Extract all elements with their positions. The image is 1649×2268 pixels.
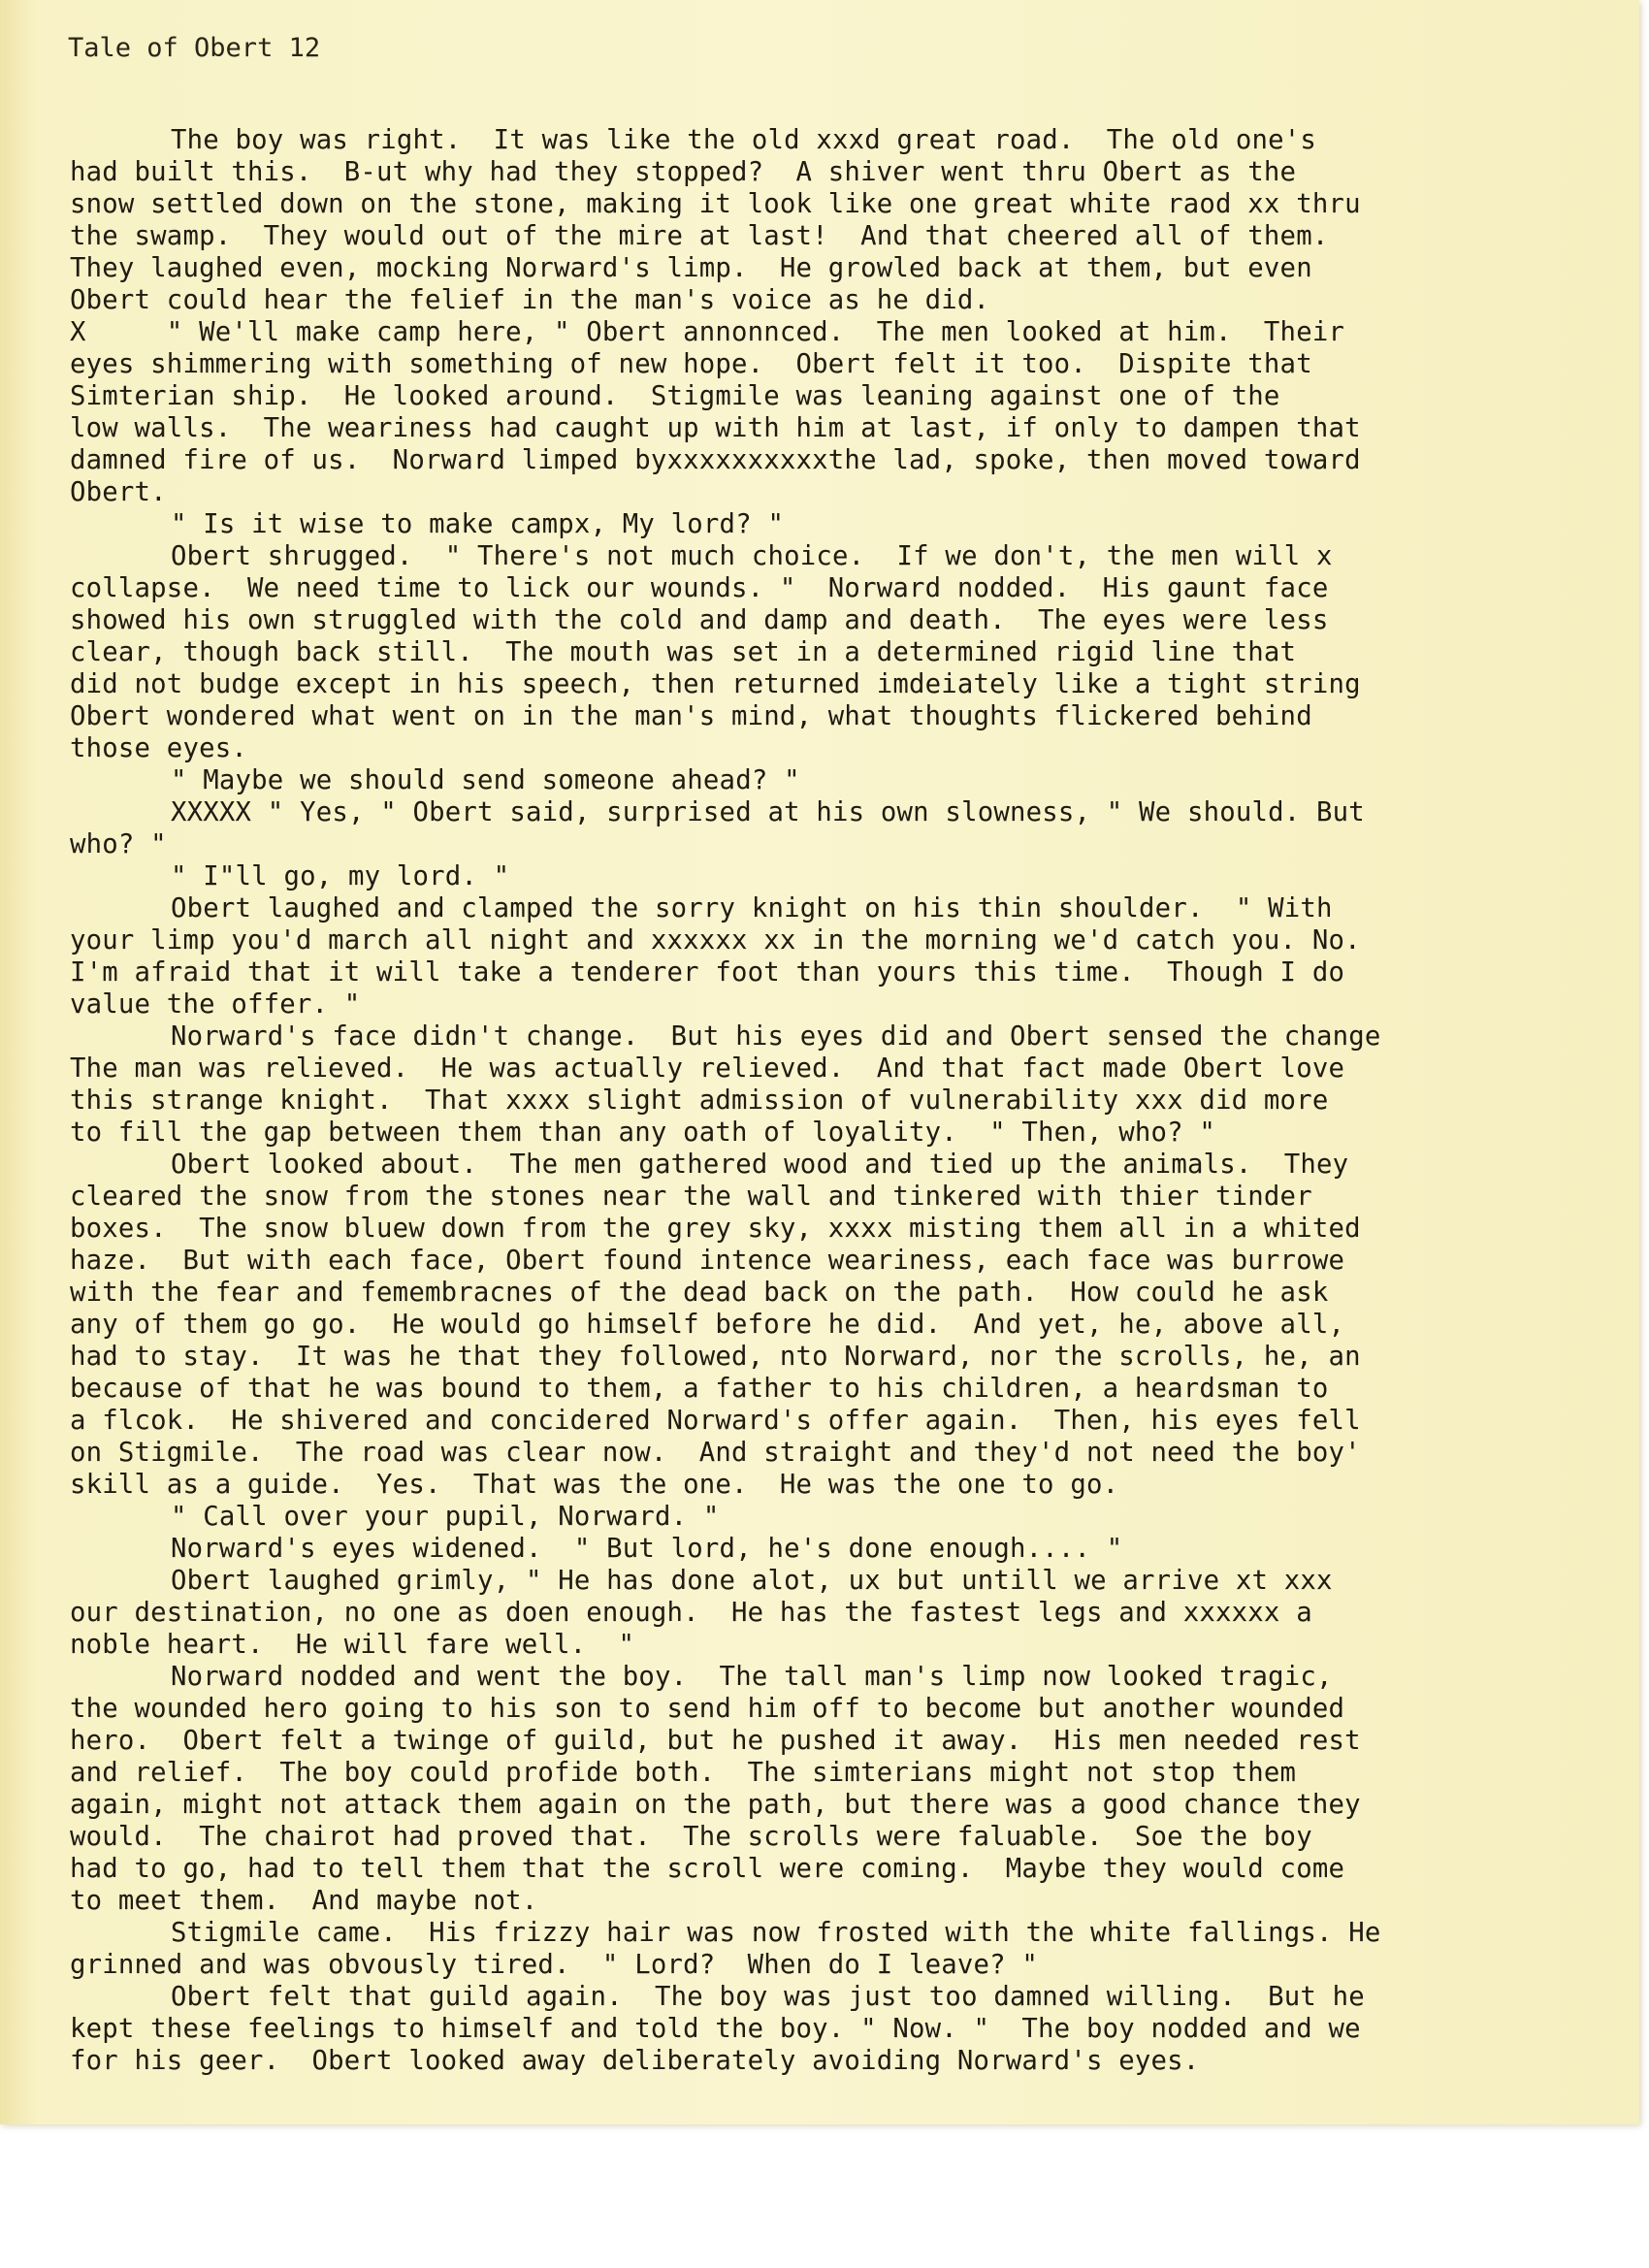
text-line: collapse. We need time to lick our wounds. " Norward nodded. His gaunt face: [70, 573, 1329, 603]
text-line: " Call over your pupil, Norward. ": [171, 1502, 720, 1532]
text-line: value the offer. ": [70, 989, 361, 1020]
text-line: boxes. The snow bluew down from the grey sky, xxxx misting them all in a whited: [70, 1214, 1361, 1244]
text-line: Obert looked about. The men gathered wood and tied up the animals. They: [171, 1150, 1349, 1180]
text-line: Norward's face didn't change. But his eyes did and Obert sensed the change: [171, 1021, 1381, 1052]
text-line: X " We'll make camp here, " Obert annonnced. The men looked at him. Their: [70, 317, 1345, 347]
text-line: haze. But with each face, Obert found intence weariness, each face was burrowe: [70, 1246, 1345, 1276]
text-line: Simterian ship. He looked around. Stigmile was leaning against one of the: [70, 381, 1280, 411]
text-line: Obert.: [70, 477, 167, 507]
text-line: cleared the snow from the stones near the wall and tinkered with thier tinder: [70, 1182, 1312, 1212]
text-line: low walls. The weariness had caught up with him at last, if only to dampen that: [70, 413, 1361, 443]
text-line: " Is it wise to make campx, My lord? ": [171, 509, 785, 539]
text-line: Norward's eyes widened. " But lord, he's done enough.... ": [171, 1534, 1123, 1564]
text-line: Obert wondered what went on in the man's mind, what thoughts flickered behind: [70, 701, 1312, 731]
text-line: I'm afraid that it will take a tenderer foot than yours this time. Though I do: [70, 957, 1345, 988]
text-line: The man was relieved. He was actually relieved. And that fact made Obert love: [70, 1053, 1345, 1084]
text-line: " I"ll go, my lord. ": [171, 861, 510, 891]
text-line: Obert laughed grimly, " He has done alot, ux but untill we arrive xt xxx: [171, 1566, 1333, 1596]
text-line: grinned and was obvously tired. " Lord? When do I leave? ": [70, 1950, 1039, 1980]
text-line: Obert laughed and clamped the sorry knight on his thin shoulder. " With: [171, 893, 1333, 923]
text-line: to meet them. And maybe not.: [70, 1886, 538, 1916]
body-text: [70, 124, 1636, 2077]
text-line: had to go, had to tell them that the scroll were coming. Maybe they would come: [70, 1854, 1345, 1884]
text-line: noble heart. He will fare well. ": [70, 1630, 635, 1660]
text-line: those eyes.: [70, 733, 247, 763]
text-line: because of that he was bound to them, a father to his children, a heardsman to: [70, 1374, 1329, 1404]
text-line: on Stigmile. The road was clear now. And straight and they'd not need the boy': [70, 1438, 1361, 1468]
text-line: the swamp. They would out of the mire at last! And that cheered all of them.: [70, 221, 1329, 251]
text-line: They laughed even, mocking Norward's limp. He growled back at them, but even: [70, 253, 1312, 283]
text-line: and relief. The boy could profide both. The simterians might not stop them: [70, 1758, 1297, 1788]
text-line: kept these feelings to himself and told the boy. " Now. " The boy nodded and we: [70, 2014, 1361, 2044]
text-line: this strange knight. That xxxx slight admission of vulnerability xxx did more: [70, 1085, 1329, 1116]
text-line: with the fear and femembracnes of the dead back on the path. How could he ask: [70, 1278, 1329, 1308]
text-line: snow settled down on the stone, making it look like one great white raod xx thru: [70, 189, 1361, 219]
text-line: hero. Obert felt a twinge of guild, but he pushed it away. His men needed rest: [70, 1726, 1361, 1756]
text-line: had to stay. It was he that they followed, nto Norward, nor the scrolls, he, an: [70, 1342, 1361, 1372]
text-line: eyes shimmering with something of new hope. Obert felt it too. Dispite that: [70, 349, 1312, 379]
text-line: Obert shrugged. " There's not much choice. If we don't, the men will x: [171, 541, 1333, 571]
text-line: clear, though back still. The mouth was set in a determined rigid line that: [70, 637, 1297, 667]
text-line: Stigmile came. His frizzy hair was now frosted with the white fallings. He: [171, 1918, 1381, 1948]
text-line: Norward nodded and went the boy. The tall man's limp now looked tragic,: [171, 1662, 1333, 1692]
text-line: Obert could hear the felief in the man's voice as he did.: [70, 285, 990, 315]
text-line: the wounded hero going to his son to send him off to become but another wounded: [70, 1694, 1345, 1724]
text-line: had built this. B-ut why had they stopped? A shiver went thru Obert as the: [70, 157, 1297, 187]
text-line: who? ": [70, 829, 167, 859]
text-line: your limp you'd march all night and xxxxxx xx in the morning we'd catch you. No.: [70, 925, 1361, 956]
page-header: Tale of Obert 12: [68, 33, 321, 63]
text-line: did not budge except in his speech, then returned imdeiately like a tight string: [70, 669, 1361, 699]
text-line: for his geer. Obert looked away deliberately avoiding Norward's eyes.: [70, 2046, 1200, 2076]
text-line: The boy was right. It was like the old xxxd great road. The old one's: [171, 125, 1317, 155]
text-line: damned fire of us. Norward limped byxxxxxxxxxxthe lad, spoke, then moved toward: [70, 445, 1361, 475]
text-line: XXXXX " Yes, " Obert said, surprised at his own slowness, " We should. But: [171, 797, 1365, 827]
text-line: Obert felt that guild again. The boy was just too damned willing. But he: [171, 1982, 1365, 2012]
text-line: any of them go go. He would go himself before he did. And yet, he, above all,: [70, 1310, 1345, 1340]
text-line: " Maybe we should send someone ahead? ": [171, 765, 800, 795]
text-line: showed his own struggled with the cold and damp and death. The eyes were less: [70, 605, 1329, 635]
text-line: our destination, no one as doen enough. He has the fastest legs and xxxxxx a: [70, 1598, 1312, 1628]
text-line: a flcok. He shivered and concidered Norward's offer again. Then, his eyes fell: [70, 1406, 1361, 1436]
text-line: again, might not attack them again on the path, but there was a good chance they: [70, 1790, 1361, 1820]
text-line: would. The chairot had proved that. The scrolls were faluable. Soe the boy: [70, 1822, 1312, 1852]
text-line: skill as a guide. Yes. That was the one. He was the one to go.: [70, 1470, 1119, 1500]
text-line: to fill the gap between them than any oath of loyality. " Then, who? ": [70, 1118, 1216, 1148]
